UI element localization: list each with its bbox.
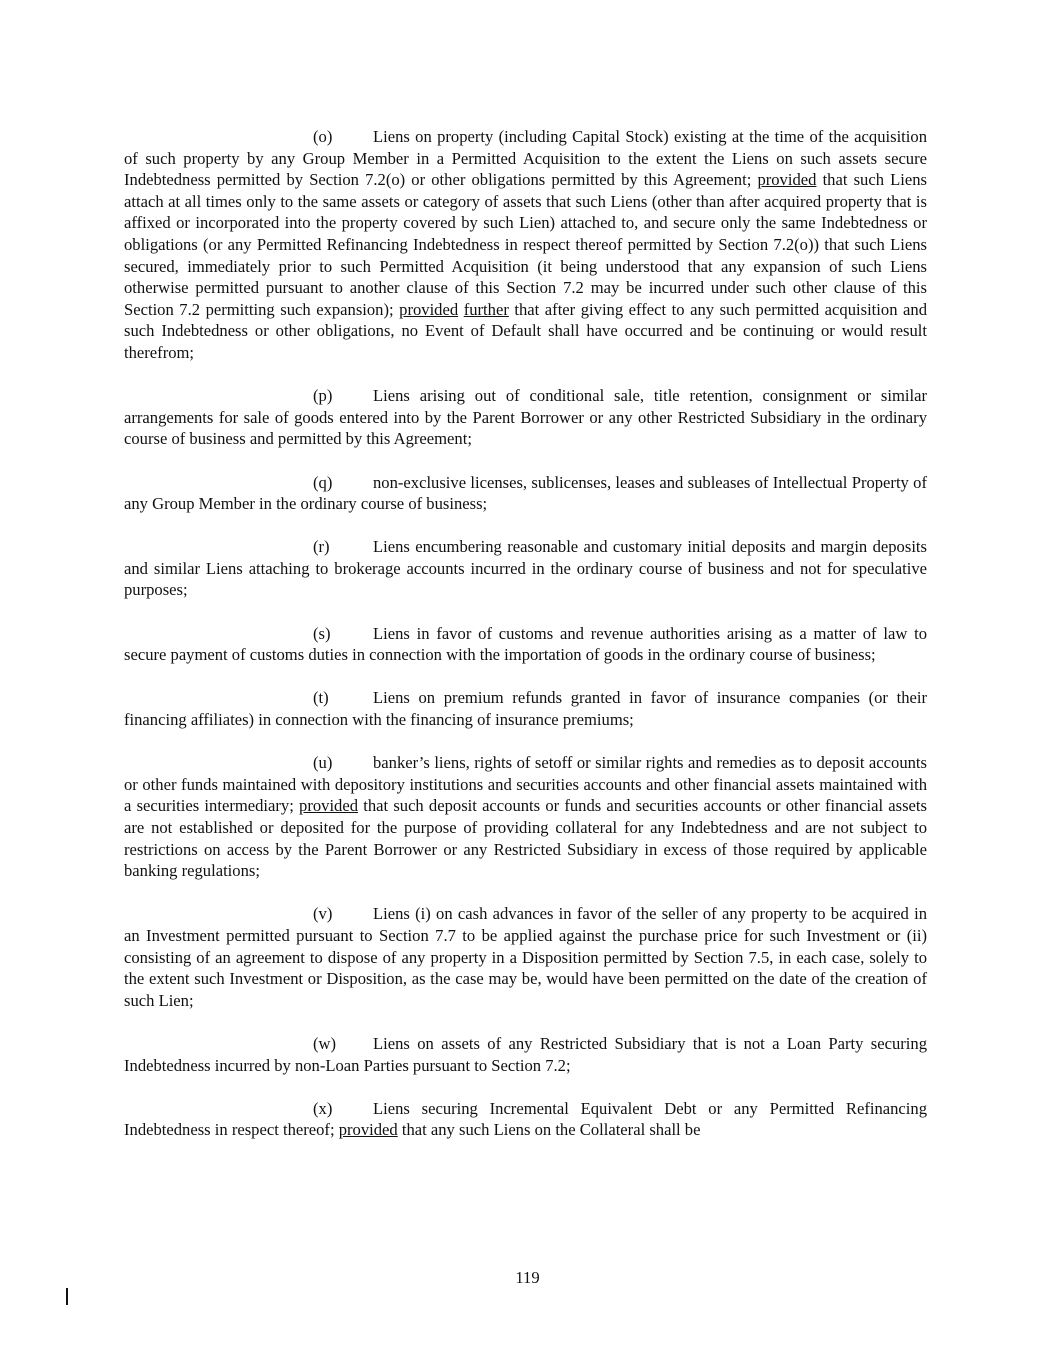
clause-q: (q) non-exclusive licenses, sublicenses, leases and subleases of Intellectual Property of any Group Member in the ordinary course of business; — [124, 472, 927, 514]
clause-w: (w) Liens on assets of any Restricted Subsidiary that is not a Loan Party securing Indebtedness incurred by non-Loan Parties pursuant to Section 7.2; — [124, 1033, 927, 1075]
clause-label: (q) — [313, 472, 333, 492]
clause-label: (t) — [313, 688, 329, 708]
clause-v: (v) Liens (i) on cash advances in favor of the seller of any property to be acquired in an Investment permitted pursuant to Section 7.7 to be applied against the purchase price for such Investment or (ii) consisting of an agreement to dispose of any property in a Disposition permitted by Section 7.5, in each case, solely to the extent such Investment or Disposition, as the case may be, would have been permitted on the date of the creation of such Lien; — [124, 904, 927, 1010]
provided-term: provided — [757, 170, 817, 190]
provided-term: provided — [338, 1120, 398, 1140]
clause-p: (p) Liens arising out of conditional sale, title retention, consignment or similar arrangements for sale of goods entered into by the Parent Borrower or any other Restricted Subsidiary in the ordinary course of business and permitted by this Agreement; — [124, 386, 927, 449]
provided-term: provided — [299, 796, 359, 816]
clause-t: (t) Liens on premium refunds granted in favor of insurance companies (or their financing affiliates) in connection with the financing of insurance premiums; — [124, 688, 927, 730]
clause-label: (x) — [313, 1098, 333, 1118]
clause-label: (r) — [313, 537, 330, 557]
clause-label: (w) — [313, 1033, 337, 1053]
clause-r: (r) Liens encumbering reasonable and customary initial deposits and margin deposits and similar Liens attaching to brokerage accounts incurred in the ordinary course of business and not for speculative purposes; — [124, 537, 927, 600]
clause-label: (o) — [313, 127, 333, 146]
clause-x: (x) Liens securing Incremental Equivalent Debt or any Permitted Refinancing Indebtedness in respect thereof; provided that any such Liens on the Collateral shall be — [124, 1098, 927, 1140]
further-term: further — [463, 299, 509, 319]
change-bar — [66, 1288, 68, 1305]
clause-label: (p) — [313, 386, 333, 406]
provided-term: provided — [399, 299, 459, 319]
clause-o: (o) Liens on property (including Capital Stock) existing at the time of the acquisition of such property by any Group Member in a Permitted Acquisition to the extent the Liens on such assets secure Indebtedness permitted by Section 7.2(o) or other obligations permitted by this Agreement; provided that such Liens attach at all times only to the same assets or category of assets that such Liens (other than after acquired property that is affixed or incorporated into the property covered by such Lien) attached to, and secure only the same Indebtedness or obligations (or any Permitted Refinancing Indebtedness in respect thereof permitted by Section 7.2(o)) that such Liens secured, immediately prior to such Permitted Acquisition (it being understood that any expansion of such Liens otherwise permitted pursuant to another clause of this Section 7.2 may be incurred under such other clause of this Section 7.2 permitting such expansion); provided further that after giving effect to any such permitted acquisition and such Indebtedness or other obligations, no Event of Default shall have occurred and be continuing or would result therefrom; — [124, 127, 927, 362]
clause-s: (s) Liens in favor of customs and revenue authorities arising as a matter of law to secure payment of customs duties in connection with the importation of goods in the ordinary course of business; — [124, 623, 927, 665]
document-page — [124, 126, 927, 1163]
clause-u: (u) banker’s liens, rights of setoff or similar rights and remedies as to deposit accounts or other funds maintained with depository institutions and securities accounts and other financial assets maintained with a securities intermediary; provided that such deposit accounts or funds and securities accounts or other financial assets are not established or deposited for the purpose of providing collateral for any Indebtedness and are not subject to restrictions on access by the Parent Borrower or any Restricted Subsidiary in excess of those required by applicable banking regulations; — [124, 753, 927, 881]
clause-label: (u) — [313, 753, 333, 773]
clause-label: (s) — [313, 623, 331, 643]
page-number: 119 — [515, 1268, 540, 1287]
clause-label: (v) — [313, 904, 333, 924]
